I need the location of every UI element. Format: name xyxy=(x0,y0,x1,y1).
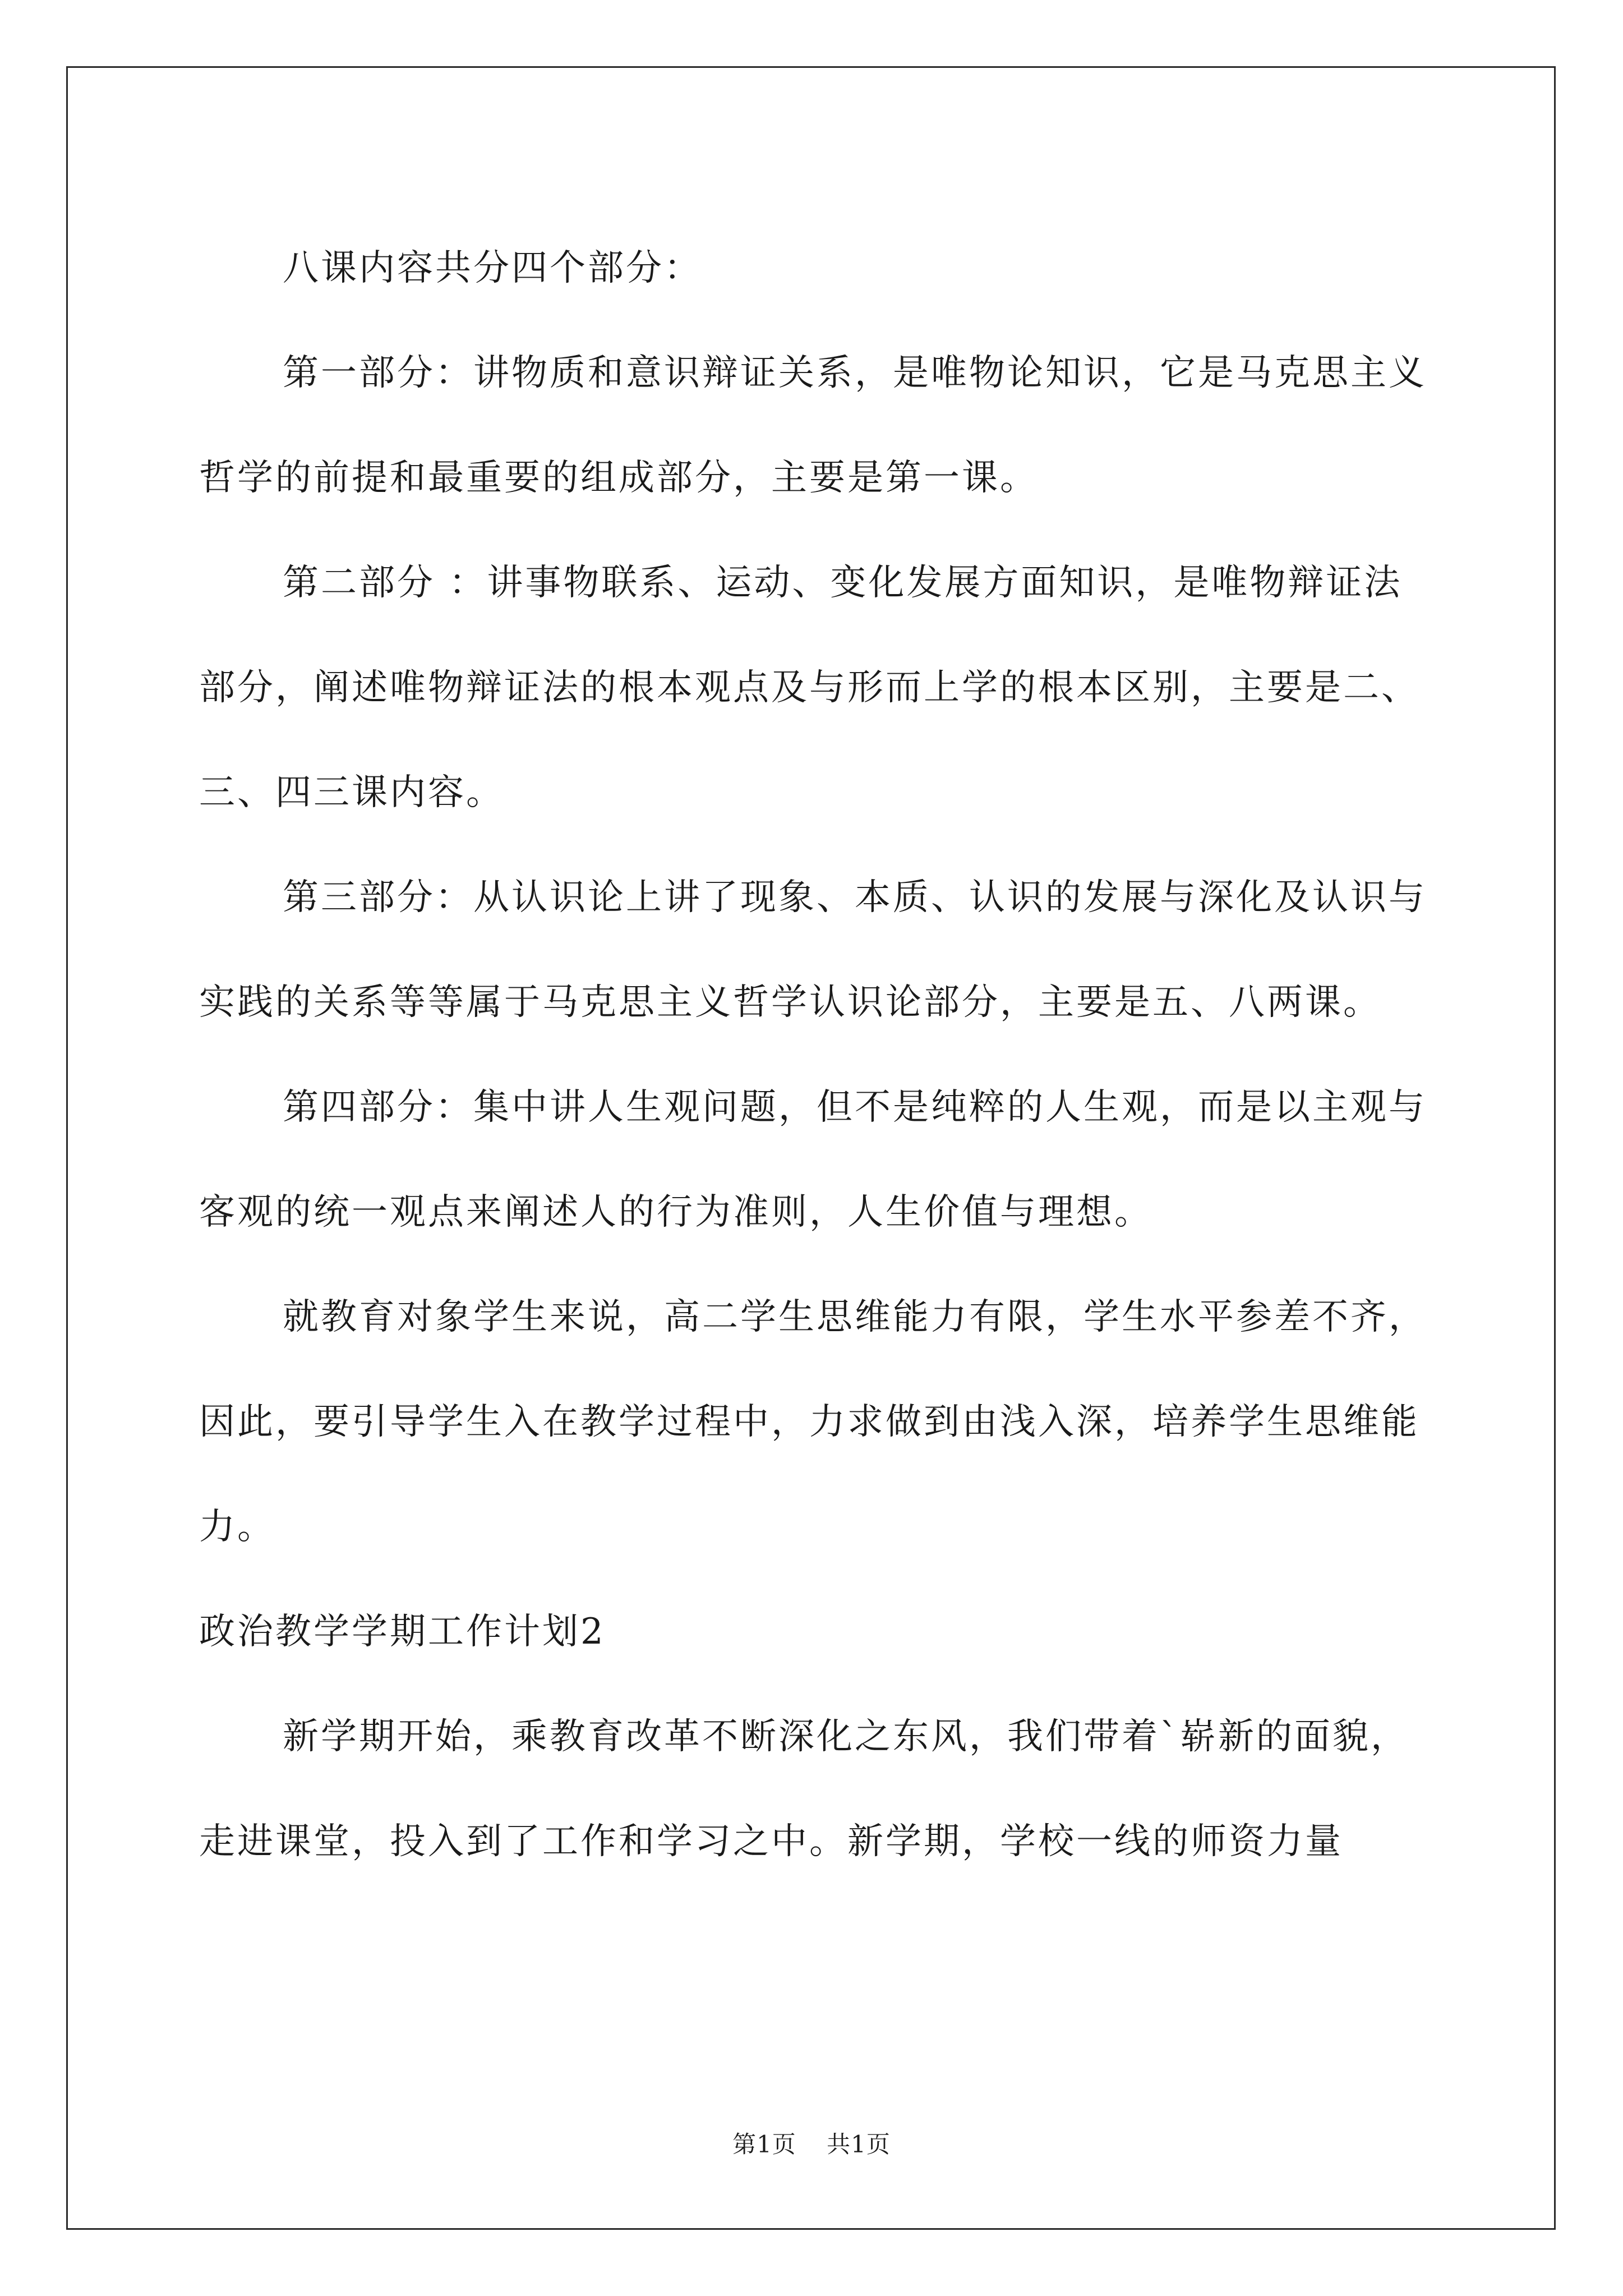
page-number: 第1页 xyxy=(732,2131,796,2158)
page-footer xyxy=(0,2126,1623,2160)
section-heading: 政治教学学期工作计划2 xyxy=(199,1611,606,1653)
paragraph-part-one: 第一部分：讲物质和意识辩证关系，是唯物论知识，它是马克思主义哲学的前提和最重要的组成部分，主要是第一课。 xyxy=(199,352,1427,499)
paragraph-intro: 八课内容共分四个部分： xyxy=(283,247,702,289)
paragraph-students: 就教育对象学生来说，高二学生思维能力有限，学生水平参差不齐，因此，要引导学生入在教学过程中，力求做到由浅入深，培养学生思维能力。 xyxy=(199,1296,1427,1548)
document-body xyxy=(199,216,1436,1894)
paragraph-new-semester: 新学期开始，乘教育改革不断深化之东风，我们带着`崭新的面貌，走进课堂，投入到了工作和学习之中。新学期，学校一线的师资力量 xyxy=(199,1716,1409,1862)
paragraph-part-two: 第二部分 ：讲事物联系、运动、变化发展方面知识，是唯物辩证法部分，阐述唯物辩证法的根本观点及与形而上学的根本区别，主要是二、三、四三课内容。 xyxy=(199,562,1419,813)
paragraph-part-four: 第四部分：集中讲人生观问题，但不是纯粹的人生观，而是以主观与客观的统一观点来阐述人的行为准则，人生价值与理想。 xyxy=(199,1087,1427,1233)
page-total: 共1页 xyxy=(827,2131,891,2158)
paragraph-part-three: 第三部分：从认识论上讲了现象、本质、认识的发展与深化及认识与实践的关系等等属于马克思主义哲学认识论部分，主要是五、八两课。 xyxy=(199,877,1427,1023)
